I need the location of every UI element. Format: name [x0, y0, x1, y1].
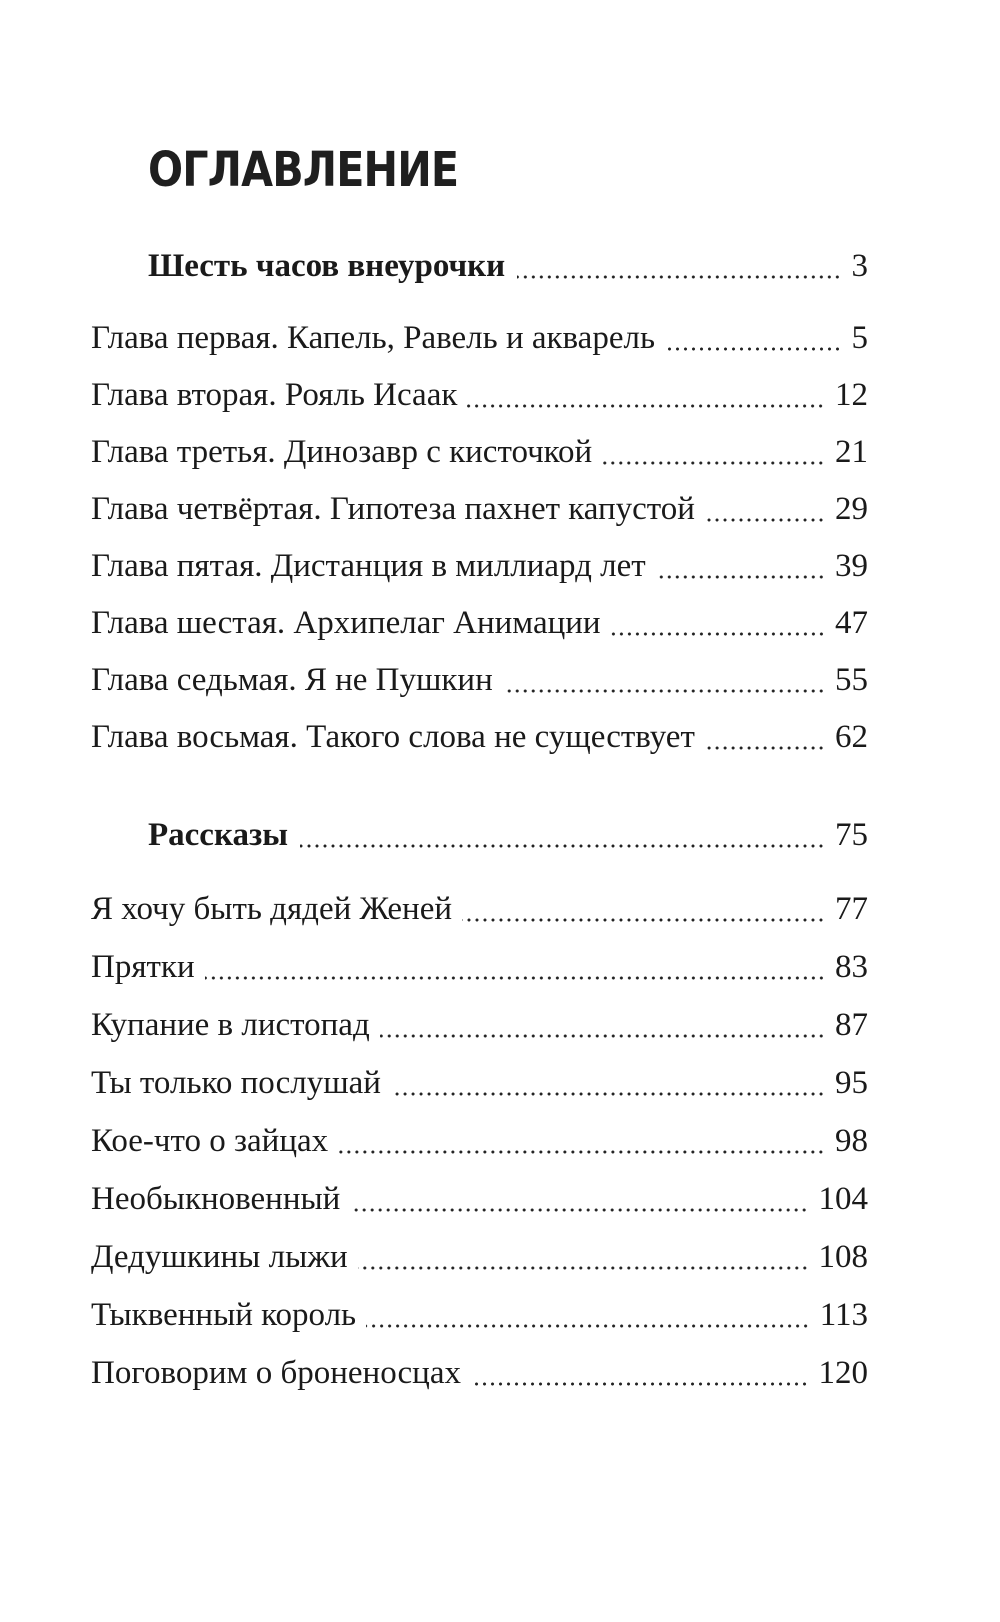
- toc-story-3[interactable]: [91, 1002, 868, 1048]
- toc-story-4[interactable]: [91, 1060, 868, 1106]
- toc-entry-title: Глава вторая. Рояль Исаак: [91, 377, 458, 413]
- toc-page-number: 3: [851, 248, 868, 284]
- toc-entry-title: Глава шестая. Архипелаг Анимации: [91, 605, 601, 641]
- dot-leader: [300, 843, 825, 849]
- toc-page-number: 21: [835, 434, 868, 470]
- dot-leader: [656, 574, 825, 580]
- page-title: ОГЛАВЛЕНИЕ: [148, 142, 459, 198]
- toc-page-number: 104: [818, 1181, 868, 1217]
- toc-entry-title: Тыквенный король: [91, 1297, 357, 1333]
- toc-story-8[interactable]: [91, 1292, 868, 1338]
- toc-page-number: 95: [835, 1065, 868, 1101]
- dot-leader: [602, 460, 825, 466]
- toc-entry-title: Купание в листопад: [91, 1007, 370, 1043]
- toc-entry-title: Глава четвёртая. Гипотеза пахнет капустой: [91, 491, 695, 527]
- toc-entry-title: Глава первая. Капель, Равель и акварель: [91, 320, 655, 356]
- toc-page-number: 75: [835, 817, 868, 853]
- toc-page-number: 120: [818, 1355, 868, 1391]
- toc-page-number: 83: [835, 949, 868, 985]
- toc-entry-title: Я хочу быть дядей Женей: [91, 891, 453, 927]
- toc-part-six-hours[interactable]: [148, 243, 868, 289]
- dot-leader: [366, 1323, 810, 1329]
- toc-story-5[interactable]: [91, 1118, 868, 1164]
- dot-leader: [205, 975, 825, 981]
- toc-chapter-4[interactable]: [91, 486, 868, 532]
- toc-entry-title: Поговорим о броненосцах: [91, 1355, 461, 1391]
- toc-part-title: Шесть часов внеурочки: [148, 248, 506, 284]
- toc-part-title: Рассказы: [148, 817, 288, 853]
- toc-entry-title: Дедушкины лыжи: [91, 1239, 348, 1275]
- dot-leader: [705, 745, 825, 751]
- toc-page-number: 87: [835, 1007, 868, 1043]
- toc-entry-title: Глава третья. Динозавр с кисточкой: [91, 434, 593, 470]
- dot-leader: [467, 403, 825, 409]
- dot-leader: [380, 1033, 825, 1039]
- dot-leader: [391, 1091, 825, 1097]
- toc-page-number: 39: [835, 548, 868, 584]
- dot-leader: [462, 917, 825, 923]
- toc-chapter-6[interactable]: [91, 600, 868, 646]
- toc-chapter-1[interactable]: [91, 315, 868, 361]
- toc-page-number: 98: [835, 1123, 868, 1159]
- dot-leader: [611, 631, 825, 637]
- toc-entry-title: Глава восьмая. Такого слова не существует: [91, 719, 695, 755]
- toc-page-number: 12: [835, 377, 868, 413]
- toc-entry-title: Прятки: [91, 949, 195, 985]
- dot-leader: [358, 1265, 809, 1271]
- toc-entry-title: Глава пятая. Дистанция в миллиард лет: [91, 548, 646, 584]
- dot-leader: [350, 1207, 808, 1213]
- toc-story-2[interactable]: [91, 944, 868, 990]
- toc-entry-title: Кое-что о зайцах: [91, 1123, 329, 1159]
- toc-chapter-2[interactable]: [91, 372, 868, 418]
- toc-entry-title: Необыкновенный: [91, 1181, 341, 1217]
- dot-leader: [338, 1149, 825, 1155]
- dot-leader: [503, 688, 825, 694]
- toc-page-number: 47: [835, 605, 868, 641]
- toc-page-number: 62: [835, 719, 868, 755]
- toc-page-number: 5: [851, 320, 868, 356]
- toc-chapter-8[interactable]: [91, 714, 868, 760]
- dot-leader: [517, 274, 841, 280]
- toc-story-6[interactable]: [91, 1176, 868, 1222]
- toc-entry-title: Ты только послушай: [91, 1065, 381, 1101]
- toc-entry-title: Глава седьмая. Я не Пушкин: [91, 662, 493, 698]
- toc-chapter-5[interactable]: [91, 543, 868, 589]
- toc-page-number: 113: [819, 1297, 868, 1333]
- toc-chapter-3[interactable]: [91, 429, 868, 475]
- toc-page-number: 77: [835, 891, 868, 927]
- toc-story-9[interactable]: [91, 1350, 868, 1396]
- dot-leader: [471, 1381, 809, 1387]
- toc-part-stories[interactable]: [148, 812, 868, 858]
- toc-chapter-7[interactable]: [91, 657, 868, 703]
- dot-leader: [665, 346, 842, 352]
- toc-page-number: 108: [818, 1239, 868, 1275]
- toc-story-7[interactable]: [91, 1234, 868, 1280]
- toc-page-number: 55: [835, 662, 868, 698]
- toc-story-1[interactable]: [91, 886, 868, 932]
- dot-leader: [705, 517, 825, 523]
- toc-page-number: 29: [835, 491, 868, 527]
